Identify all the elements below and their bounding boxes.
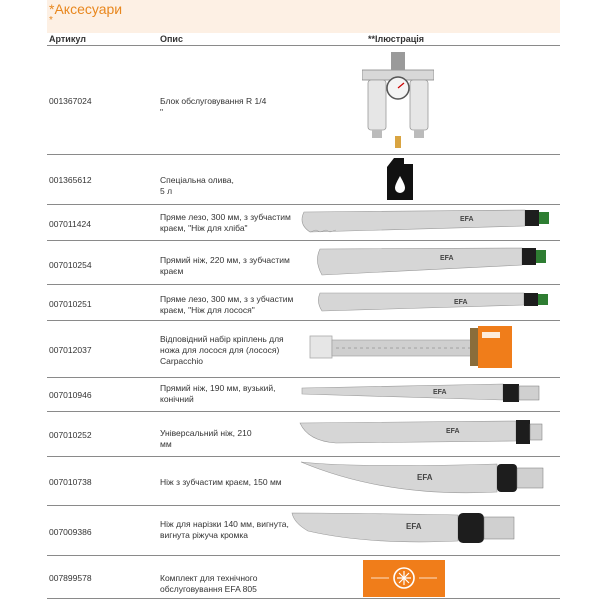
column-header-article: Артикул <box>49 34 86 44</box>
header-divider <box>47 45 560 46</box>
description-text: Прямий ніж, 220 мм, з зубчастим краєм <box>160 255 290 276</box>
article-number: 007899578 <box>49 573 92 583</box>
svg-text:EFA: EFA <box>406 522 422 531</box>
svg-text:EFA: EFA <box>446 428 460 435</box>
article-number: 007010738 <box>49 477 92 487</box>
row-divider <box>47 598 560 599</box>
row-divider <box>47 411 560 412</box>
article-number: 007012037 <box>49 345 92 355</box>
description-text: Комплект для технічного обслуговування EFA 805 <box>160 573 258 594</box>
oil-canister-icon <box>384 155 416 202</box>
description-text: Пряме лезо, 300 мм, з з убчастим краєм, "Ніж для лосося" <box>160 294 294 315</box>
curved-slicing-knife-icon <box>288 507 524 553</box>
svg-text:EFA: EFA <box>460 216 474 223</box>
svg-text:EFA: EFA <box>454 299 468 306</box>
article-number: 007011424 <box>49 219 91 229</box>
column-header-description: Опис <box>160 34 183 44</box>
description-text: Універсальний ніж, 210 мм <box>160 428 252 449</box>
row-divider <box>47 284 560 285</box>
salmon-knife-icon <box>314 287 554 317</box>
section-header-band <box>47 0 560 33</box>
description-text: Пряме лезо, 300 мм, з зубчастим краєм, "Ніж для хліба" <box>160 212 291 233</box>
svg-text:EFA: EFA <box>440 255 454 262</box>
curved-serrated-knife-icon <box>297 458 551 502</box>
row-divider <box>47 320 560 321</box>
article-number: 007010252 <box>49 430 92 440</box>
section-note: * <box>49 15 53 26</box>
description-text: Прямий ніж, 190 мм, вузький, конічний <box>160 383 276 404</box>
bread-knife-icon <box>290 204 555 240</box>
carpaccio-attachment-icon <box>306 322 518 374</box>
service-kit-icon <box>363 560 445 597</box>
description-text: Ніж для нарізки 140 мм, вигнута, вигнута ріжуча кромка <box>160 519 289 540</box>
row-divider <box>47 555 560 556</box>
section-title: *Аксесуари <box>49 1 123 17</box>
article-number: 001367024 <box>49 96 92 106</box>
article-number: 007010254 <box>49 260 92 270</box>
article-number: 007010251 <box>49 299 92 309</box>
description-text: Відповідний набір кріплень для ножа для лосося для (лосося) Carpacchio <box>160 334 284 366</box>
row-divider <box>47 240 560 241</box>
description-text: Спеціальна олива, 5 л <box>160 175 234 196</box>
svg-text:EFA: EFA <box>433 389 447 396</box>
straight-serrated-knife-icon <box>312 243 554 279</box>
svg-text:EFA: EFA <box>417 473 433 482</box>
column-header-illustration: **Ілюстрація <box>368 34 424 44</box>
description-text: Блок обслуговування R 1/4 " <box>160 96 267 117</box>
filter-regulator-icon <box>362 48 434 150</box>
row-divider <box>47 377 560 378</box>
row-divider <box>47 154 560 155</box>
article-number: 007009386 <box>49 527 92 537</box>
universal-knife-icon <box>296 415 550 451</box>
description-text: Ніж з зубчастим краєм, 150 мм <box>160 477 282 487</box>
row-divider <box>47 456 560 457</box>
row-divider <box>47 505 560 506</box>
article-number: 001365612 <box>49 175 92 185</box>
article-number: 007010946 <box>49 390 92 400</box>
narrow-straight-knife-icon <box>298 380 550 408</box>
